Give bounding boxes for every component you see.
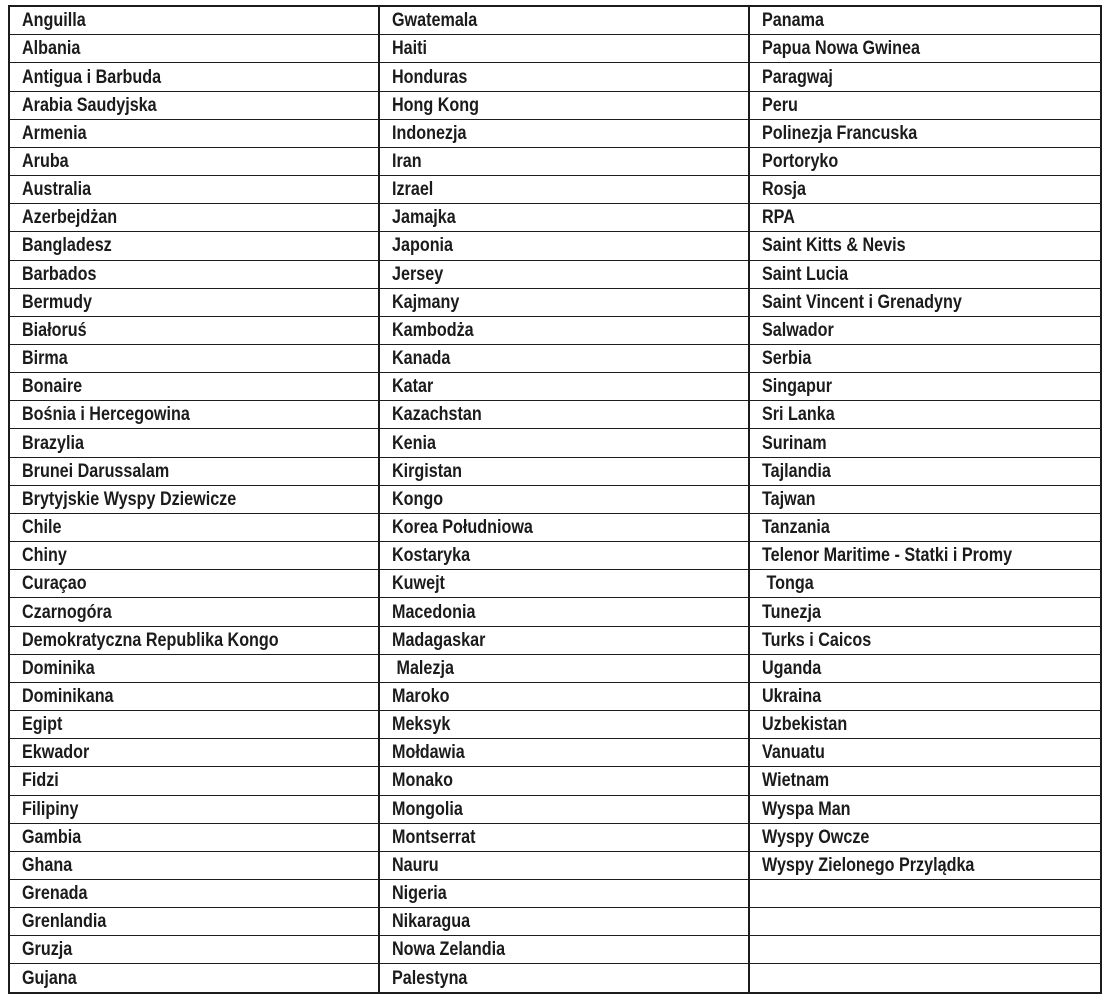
country-name: Brytyjskie Wyspy Dziewicze: [22, 488, 237, 510]
country-name: Turks i Caicos: [762, 629, 872, 651]
country-cell: [379, 35, 749, 63]
country-cell: [749, 908, 1101, 936]
country-name: Kazachstan: [392, 404, 482, 426]
country-name: Uzbekistan: [762, 714, 848, 736]
table-row: [9, 260, 1101, 288]
country-cell: [9, 654, 379, 682]
country-cell: [379, 401, 749, 429]
country-cell: [9, 908, 379, 936]
country-cell: [9, 316, 379, 344]
country-name: Sri Lanka: [762, 404, 835, 426]
country-cell: [9, 711, 379, 739]
country-name: Papua Nowa Gwinea: [762, 38, 920, 60]
country-cell: [379, 316, 749, 344]
table-row: [9, 542, 1101, 570]
table-row: [9, 964, 1101, 993]
country-name: Antigua i Barbuda: [22, 66, 162, 88]
country-name: Hong Kong: [392, 94, 480, 116]
country-name: Kenia: [392, 432, 436, 454]
country-name: Azerbejdżan: [22, 207, 118, 229]
country-name: Gambia: [22, 826, 82, 848]
country-cell: [9, 767, 379, 795]
country-cell: [379, 964, 749, 993]
country-cell: [749, 542, 1101, 570]
table-row: [9, 739, 1101, 767]
country-cell: [749, 260, 1101, 288]
country-name: Ghana: [22, 854, 73, 876]
country-cell: [379, 176, 749, 204]
country-cell: [749, 457, 1101, 485]
table-row: [9, 401, 1101, 429]
country-cell: [379, 682, 749, 710]
country-cell: [379, 373, 749, 401]
table-row: [9, 457, 1101, 485]
country-name: Birma: [22, 348, 68, 370]
table-row: [9, 91, 1101, 119]
country-name: Kostaryka: [392, 545, 471, 567]
country-cell: [379, 288, 749, 316]
country-name: Grenlandia: [22, 911, 107, 933]
country-name: Meksyk: [392, 714, 451, 736]
country-name: Mongolia: [392, 798, 463, 820]
country-cell: [749, 119, 1101, 147]
country-name: Czarnogóra: [22, 601, 112, 623]
country-cell: [749, 711, 1101, 739]
country-name: Dominikana: [22, 685, 114, 707]
country-cell: [379, 6, 749, 35]
country-cell: [749, 879, 1101, 907]
country-cell: [9, 936, 379, 964]
country-name: Uganda: [762, 657, 822, 679]
country-cell: [749, 401, 1101, 429]
country-name: Barbados: [22, 263, 97, 285]
country-cell: [379, 204, 749, 232]
country-name: Nigeria: [392, 883, 447, 905]
country-cell: [379, 513, 749, 541]
table-row: [9, 598, 1101, 626]
country-name: Japonia: [392, 235, 454, 257]
country-cell: [749, 176, 1101, 204]
country-name: Macedonia: [392, 601, 476, 623]
country-name: Madagaskar: [392, 629, 486, 651]
table-row: [9, 429, 1101, 457]
country-cell: [379, 232, 749, 260]
country-cell: [9, 485, 379, 513]
country-cell: [9, 682, 379, 710]
country-name: Kongo: [392, 488, 444, 510]
country-cell: [749, 429, 1101, 457]
country-name: Vanuatu: [762, 742, 825, 764]
country-cell: [749, 288, 1101, 316]
country-cell: [749, 936, 1101, 964]
table-row: [9, 626, 1101, 654]
country-cell: [749, 63, 1101, 91]
country-name: Saint Vincent i Grenadyny: [762, 291, 962, 313]
table-row: [9, 823, 1101, 851]
country-cell: [379, 711, 749, 739]
country-name: Tonga: [762, 573, 814, 595]
table-row: [9, 345, 1101, 373]
country-cell: [379, 542, 749, 570]
country-cell: [379, 851, 749, 879]
country-name: Surinam: [762, 432, 827, 454]
table-row: [9, 513, 1101, 541]
country-cell: [9, 63, 379, 91]
country-name: Palestyna: [392, 967, 468, 989]
country-cell: [379, 457, 749, 485]
country-cell: [379, 795, 749, 823]
table-row: [9, 711, 1101, 739]
country-name: Korea Południowa: [392, 517, 533, 539]
table-row: [9, 908, 1101, 936]
table-row: [9, 767, 1101, 795]
country-cell: [9, 457, 379, 485]
country-name: Panama: [762, 10, 824, 32]
table-row: [9, 6, 1101, 35]
table-row: [9, 316, 1101, 344]
country-cell: [9, 91, 379, 119]
country-table: [8, 5, 1102, 994]
country-name: Jamajka: [392, 207, 456, 229]
country-name: RPA: [762, 207, 795, 229]
country-name: Indonezja: [392, 122, 467, 144]
country-cell: [9, 851, 379, 879]
country-name: Ukraina: [762, 685, 822, 707]
country-cell: [9, 119, 379, 147]
table-row: [9, 936, 1101, 964]
country-cell: [379, 345, 749, 373]
country-cell: [379, 485, 749, 513]
country-name: Bośnia i Hercegowina: [22, 404, 190, 426]
country-cell: [749, 823, 1101, 851]
country-cell: [379, 429, 749, 457]
country-cell: [749, 682, 1101, 710]
country-cell: [749, 316, 1101, 344]
country-cell: [749, 485, 1101, 513]
country-name: Telenor Maritime - Statki i Promy: [762, 545, 1013, 567]
country-name: Curaçao: [22, 573, 87, 595]
country-cell: [9, 260, 379, 288]
country-name: Ekwador: [22, 742, 90, 764]
country-cell: [9, 401, 379, 429]
country-name: Tanzania: [762, 517, 830, 539]
country-cell: [9, 570, 379, 598]
country-cell: [749, 91, 1101, 119]
country-name: Dominika: [22, 657, 95, 679]
country-cell: [379, 823, 749, 851]
country-name: Nauru: [392, 854, 439, 876]
country-name: Portoryko: [762, 151, 839, 172]
table-row: [9, 232, 1101, 260]
table-row: [9, 288, 1101, 316]
country-cell: [379, 739, 749, 767]
country-cell: [379, 91, 749, 119]
country-name: Kajmany: [392, 291, 460, 313]
country-cell: [749, 598, 1101, 626]
country-name: Wyspa Man: [762, 798, 851, 820]
country-cell: [9, 739, 379, 767]
country-cell: [379, 908, 749, 936]
country-cell: [749, 35, 1101, 63]
country-name: Honduras: [392, 66, 468, 88]
country-cell: [749, 851, 1101, 879]
country-name: Monako: [392, 770, 454, 792]
table-row: [9, 795, 1101, 823]
country-name: Montserrat: [392, 826, 476, 848]
country-name: Peru: [762, 94, 798, 116]
country-cell: [379, 626, 749, 654]
country-name: Serbia: [762, 348, 812, 370]
table-row: [9, 654, 1101, 682]
country-cell: [9, 232, 379, 260]
country-cell: [9, 626, 379, 654]
table-row: [9, 204, 1101, 232]
table-row: [9, 373, 1101, 401]
country-cell: [9, 429, 379, 457]
country-cell: [749, 232, 1101, 260]
country-cell: [379, 260, 749, 288]
country-name: Nikaragua: [392, 911, 471, 933]
table-row: [9, 63, 1101, 91]
country-name: Katar: [392, 376, 434, 398]
table-row: [9, 147, 1101, 175]
country-cell: [379, 63, 749, 91]
country-cell: [9, 204, 379, 232]
country-name: Iran: [392, 151, 422, 172]
country-name: Haiti: [392, 38, 428, 60]
country-cell: [9, 147, 379, 175]
country-cell: [749, 739, 1101, 767]
country-cell: [749, 795, 1101, 823]
country-cell: [379, 654, 749, 682]
country-cell: [749, 6, 1101, 35]
country-cell: [9, 373, 379, 401]
country-cell: [9, 598, 379, 626]
country-name: Bonaire: [22, 376, 83, 398]
country-name: Wyspy Zielonego Przylądka: [762, 854, 975, 876]
country-name: Tajwan: [762, 488, 816, 510]
country-name: Bermudy: [22, 291, 93, 313]
country-name: Chiny: [22, 545, 67, 567]
country-cell: [749, 654, 1101, 682]
country-name: Fidzi: [22, 770, 59, 792]
country-cell: [9, 795, 379, 823]
country-cell: [9, 176, 379, 204]
table-row: [9, 176, 1101, 204]
country-cell: [379, 570, 749, 598]
country-cell: [379, 879, 749, 907]
country-name: Australia: [22, 179, 92, 201]
country-cell: [749, 373, 1101, 401]
country-name: Saint Kitts & Nevis: [762, 235, 906, 257]
country-cell: [9, 288, 379, 316]
country-cell: [9, 964, 379, 993]
country-name: Gruzja: [22, 939, 73, 961]
country-cell: [379, 147, 749, 175]
country-cell: [379, 767, 749, 795]
country-name: Kuwejt: [392, 573, 445, 595]
country-cell: [9, 513, 379, 541]
country-cell: [749, 147, 1101, 175]
country-cell: [379, 598, 749, 626]
country-name: Tajlandia: [762, 460, 831, 482]
country-cell: [749, 570, 1101, 598]
country-name: Albania: [22, 38, 81, 60]
country-cell: [9, 35, 379, 63]
country-name: Paragwaj: [762, 66, 833, 88]
country-name: Demokratyczna Republika Kongo: [22, 629, 279, 651]
country-cell: [749, 767, 1101, 795]
country-name: Chile: [22, 517, 62, 539]
country-name: Singapur: [762, 376, 832, 398]
country-name: Grenada: [22, 883, 88, 905]
country-cell: [9, 879, 379, 907]
country-cell: [749, 345, 1101, 373]
country-name: Saint Lucia: [762, 263, 849, 285]
country-cell: [749, 964, 1101, 993]
table-row: [9, 851, 1101, 879]
country-name: Arabia Saudyjska: [22, 94, 157, 116]
country-name: Rosja: [762, 179, 806, 201]
country-name: Kirgistan: [392, 460, 463, 482]
country-name: Gwatemala: [392, 10, 478, 32]
country-name: Jersey: [392, 263, 444, 285]
country-cell: [749, 513, 1101, 541]
country-name: Gujana: [22, 967, 77, 989]
country-name: Brazylia: [22, 432, 84, 454]
table-row: [9, 570, 1101, 598]
country-name: Nowa Zelandia: [392, 939, 506, 961]
country-name: Kambodża: [392, 319, 474, 341]
country-name: Białoruś: [22, 319, 87, 341]
country-cell: [749, 626, 1101, 654]
country-cell: [379, 119, 749, 147]
country-name: Malezja: [392, 657, 454, 679]
country-cell: [749, 204, 1101, 232]
country-cell: [9, 823, 379, 851]
country-name: Tunezja: [762, 601, 821, 623]
country-name: Anguilla: [22, 10, 86, 32]
country-name: Salwador: [762, 319, 834, 341]
country-name: Izrael: [392, 179, 434, 201]
country-name: Egipt: [22, 714, 63, 736]
country-cell: [9, 345, 379, 373]
country-name: Maroko: [392, 685, 450, 707]
country-name: Wyspy Owcze: [762, 826, 870, 848]
table-row: [9, 35, 1101, 63]
country-name: Bangladesz: [22, 235, 112, 257]
country-name: Mołdawia: [392, 742, 465, 764]
table-row: [9, 879, 1101, 907]
country-name: Filipiny: [22, 798, 79, 820]
table-row: [9, 485, 1101, 513]
country-name: Polinezja Francuska: [762, 122, 918, 144]
country-name: Wietnam: [762, 770, 830, 792]
country-name: Aruba: [22, 151, 69, 172]
table-row: [9, 682, 1101, 710]
country-name: Brunei Darussalam: [22, 460, 170, 482]
country-name: Armenia: [22, 122, 87, 144]
country-cell: [379, 936, 749, 964]
country-cell: [9, 542, 379, 570]
country-cell: [9, 6, 379, 35]
country-name: Kanada: [392, 348, 451, 370]
table-row: [9, 119, 1101, 147]
